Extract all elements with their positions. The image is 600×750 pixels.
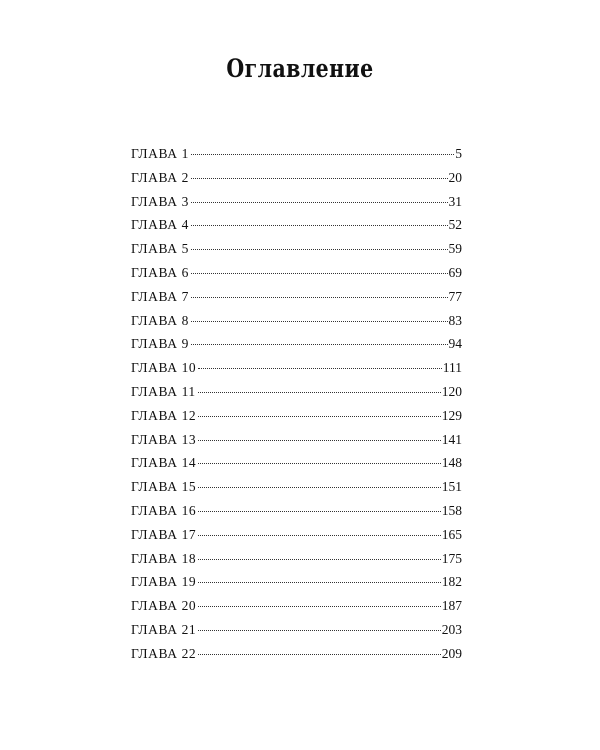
toc-entry-page-number: 148 [441,455,462,471]
dot-leader [191,249,448,250]
toc-entry-label: ГЛАВА 22 [131,645,197,661]
toc-entry-page-number: 209 [441,645,462,661]
toc-entry-label: ГЛАВА 1 [131,146,189,161]
toc-entry-page-number: 129 [441,407,462,423]
toc-entry[interactable] [131,309,462,333]
dot-leader [198,630,440,631]
dot-leader [198,463,440,464]
toc-entry-page-number: 52 [448,217,462,233]
dot-leader [198,535,440,536]
toc-entry-page-number: 182 [441,574,462,590]
toc-entry-label: ГЛАВА 6 [131,264,189,280]
dot-leader [191,202,448,203]
dot-leader [198,487,440,488]
toc-entry-page-number: 94 [448,336,462,352]
dot-leader [198,582,440,583]
dot-leader [191,178,448,179]
dot-leader [191,154,454,155]
toc-entry-page-number: 203 [441,621,462,637]
toc-entry-label: ГЛАВА 5 [131,241,189,257]
toc-entry-label: ГЛАВА 3 [131,193,189,209]
toc-entry-label: ГЛАВА 4 [131,217,189,233]
dot-leader [191,273,448,274]
toc-entry-label: ГЛАВА 8 [131,312,189,328]
toc-entry[interactable] [131,261,462,285]
toc-entry[interactable] [131,237,462,261]
table-of-contents [131,142,462,666]
toc-entry-page-number: 175 [441,550,462,566]
toc-entry-label: ГЛАВА 15 [131,479,197,495]
toc-entry-label: ГЛАВА 2 [131,169,189,185]
toc-entry-page-number: 141 [441,431,462,447]
toc-entry-page-number: 187 [441,598,462,614]
toc-entry[interactable] [131,428,462,452]
dot-leader [191,225,448,226]
toc-entry-label: ГЛАВА 20 [131,598,197,614]
toc-entry[interactable] [131,166,462,190]
toc-entry[interactable] [131,475,462,499]
toc-entry[interactable] [131,570,462,594]
toc-entry-label: ГЛАВА 10 [131,360,197,376]
toc-entry-label: ГЛАВА 17 [131,526,197,542]
toc-entry-page-number: 120 [441,383,462,399]
toc-entry-label: ГЛАВА 18 [131,550,197,566]
toc-entry[interactable] [131,213,462,237]
toc-entry[interactable] [131,285,462,309]
toc-entry-page-number: 20 [448,169,462,185]
toc-entry-label: ГЛАВА 11 [131,383,196,399]
dot-leader [198,392,441,393]
toc-entry-page-number: 83 [448,312,462,328]
dot-leader [198,368,441,369]
toc-entry-page-number: 158 [441,502,462,518]
dot-leader [198,416,440,417]
toc-entry-label: ГЛАВА 14 [131,455,197,471]
toc-entry-label: ГЛАВА 7 [131,288,189,304]
dot-leader [191,297,448,298]
toc-entry-page-number: 31 [448,193,462,209]
toc-entry[interactable] [131,642,462,666]
toc-entry-label: ГЛАВА 21 [131,621,197,637]
toc-entry-label: ГЛАВА 19 [131,574,197,590]
toc-entry[interactable] [131,594,462,618]
toc-entry-label: ГЛАВА 13 [131,431,197,447]
toc-entry[interactable] [131,451,462,475]
toc-entry[interactable] [131,547,462,571]
dot-leader [198,606,440,607]
dot-leader [198,440,440,441]
toc-entry-label: ГЛАВА 16 [131,502,197,518]
dot-leader [191,344,448,345]
toc-entry[interactable] [131,499,462,523]
toc-entry-page-number: 5 [455,146,462,161]
toc-entry-page-number: 111 [442,360,462,376]
toc-entry-page-number: 151 [441,479,462,495]
dot-leader [198,511,440,512]
toc-entry[interactable] [131,142,462,166]
toc-entry[interactable] [131,618,462,642]
toc-entry[interactable] [131,380,462,404]
toc-entry-label: ГЛАВА 9 [131,336,189,352]
toc-entry[interactable] [131,356,462,380]
toc-entry[interactable] [131,523,462,547]
toc-entry-page-number: 77 [448,288,462,304]
toc-entry-page-number: 165 [441,526,462,542]
toc-entry-page-number: 59 [448,241,462,257]
dot-leader [198,654,440,655]
toc-entry[interactable] [131,190,462,214]
dot-leader [198,559,440,560]
toc-entry-label: ГЛАВА 12 [131,407,197,423]
toc-entry[interactable] [131,404,462,428]
toc-entry-page-number: 69 [448,264,462,280]
page-title: Оглавление [226,54,374,83]
toc-entry[interactable] [131,332,462,356]
dot-leader [191,321,448,322]
